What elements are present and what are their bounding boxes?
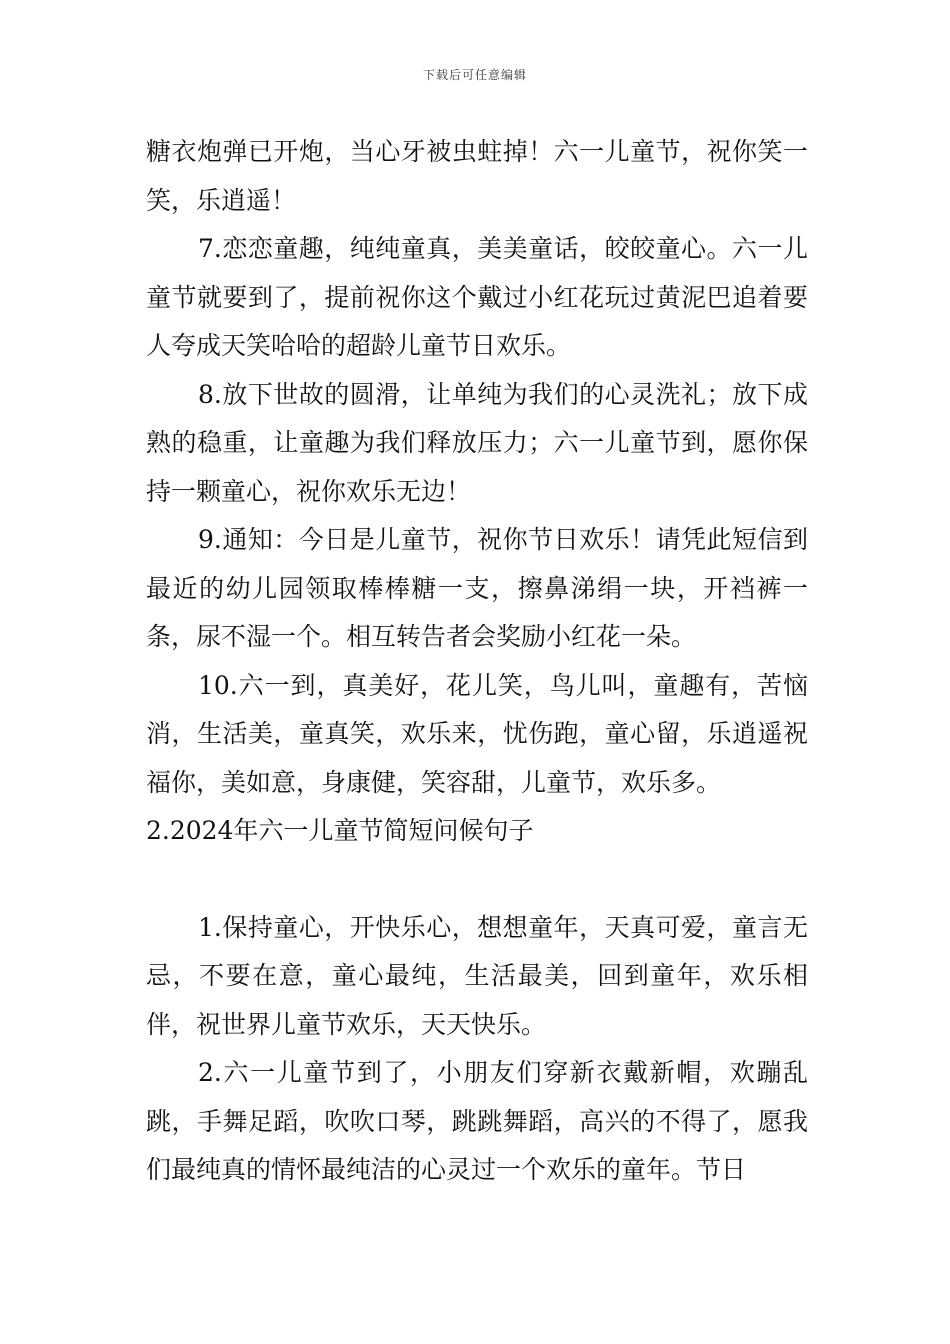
paragraph-item-7: 7.恋恋童趣，纯纯童真，美美童话，皎皎童心。六一儿童节就要到了，提前祝你这个戴过小红花玩过黄泥巴追着要人夸成天笑哈哈的超龄儿童节日欢乐。 xyxy=(146,234,808,360)
paragraph-item-8: 8.放下世故的圆滑，让单纯为我们的心灵洗礼；放下成熟的稳重，让童趣为我们释放压力；六一儿童节到，愿你保持一颗童心，祝你欢乐无边！ xyxy=(146,379,808,506)
blank-line xyxy=(146,856,808,904)
paragraph-continuation: 糖衣炮弹已开炮，当心牙被虫蛀掉！六一儿童节，祝你笑一笑，乐逍遥！ xyxy=(146,137,808,215)
paragraph-item-1: 1.保持童心，开快乐心，想想童年，天真可爱，童言无忌，不要在意，童心最纯，生活最美，回到童年，欢乐相伴，祝世界儿童节欢乐，天天快乐。 xyxy=(146,912,808,1039)
paragraph-item-9: 9.通知：今日是儿童节，祝你节日欢乐！请凭此短信到最近的幼儿园领取棒棒糖一支，擦鼻涕绢一块，开裆裤一条，尿不湿一个。相互转告者会奖励小红花一朵。 xyxy=(146,525,808,651)
section-heading: 2.2024年六一儿童节简短问候句子 xyxy=(146,816,534,845)
paragraph-item-10: 10.六一到，真美好，花儿笑，鸟儿叫，童趣有，苦恼消，生活美，童真笑，欢乐来，忧伤跑，童心留，乐逍遥祝福你，美如意，身康健，笑容甜，儿童节，欢乐多。 xyxy=(146,670,808,797)
page-header: 下载后可任意编辑 xyxy=(422,68,527,82)
document-body xyxy=(146,128,808,1195)
paragraph-item-2: 2.六一儿童节到了，小朋友们穿新衣戴新帽，欢蹦乱跳，手舞足蹈，吹吹口琴，跳跳舞蹈，高兴的不得了，愿我们最纯真的情怀最纯洁的心灵过一个欢乐的童年。节日 xyxy=(146,1058,808,1184)
